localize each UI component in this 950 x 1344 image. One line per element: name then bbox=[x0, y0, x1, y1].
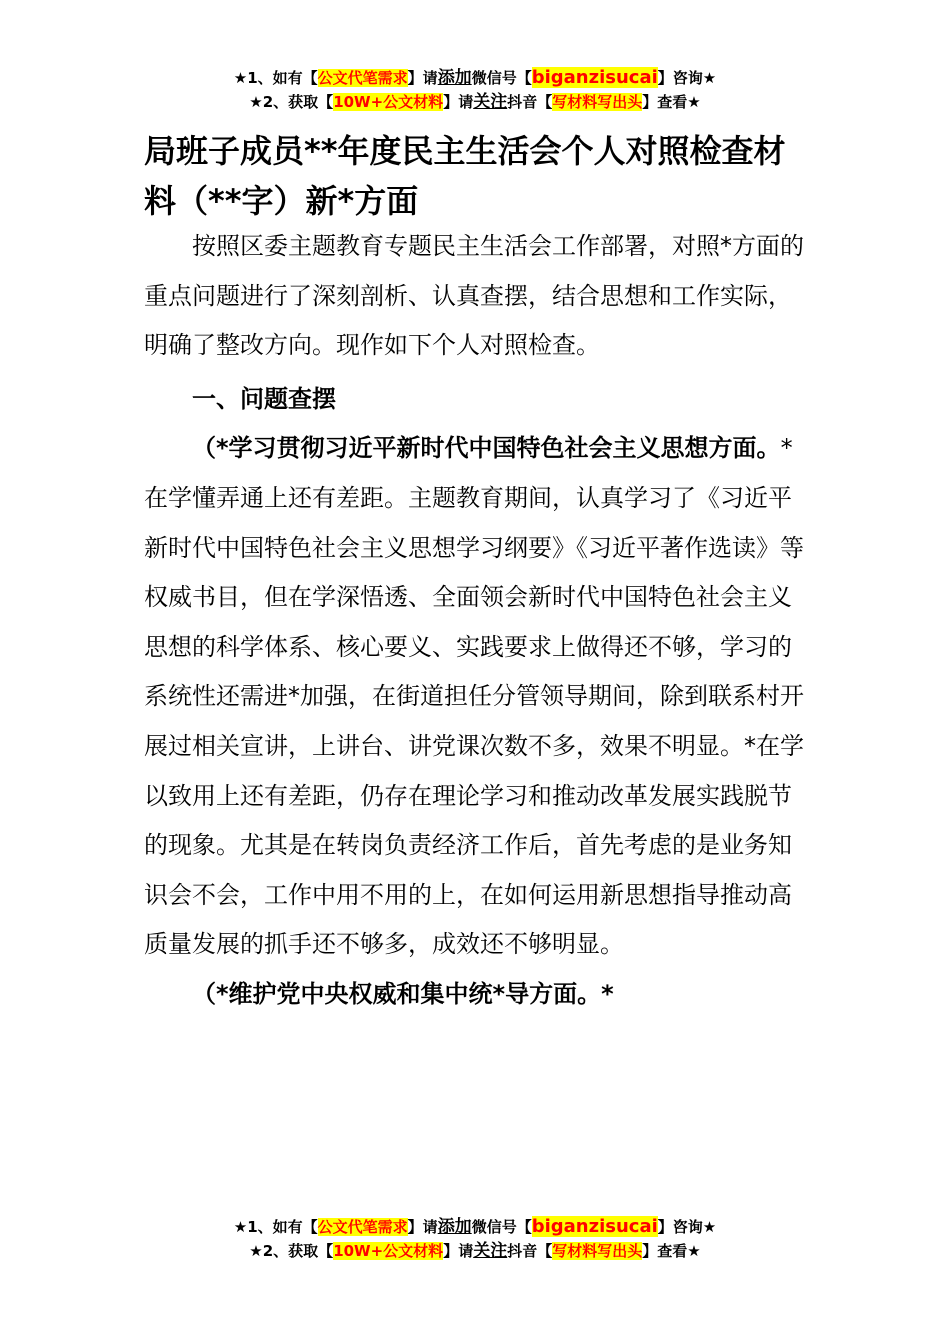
header-banner bbox=[0, 66, 950, 114]
item-2-heading: （*维护党中央权威和集中统*导方面。* bbox=[192, 979, 614, 1008]
banner-highlight: biganzisucai bbox=[531, 1216, 658, 1237]
banner-highlight: 写材料写出头 bbox=[552, 93, 643, 111]
banner-line-1 bbox=[0, 1215, 950, 1239]
banner-underline: 关注 bbox=[473, 92, 508, 112]
banner-text: 】咨询★ bbox=[657, 69, 717, 87]
item-1-text-1: *在学懂弄通上还有差距。主题教育期间，认真学习了《习近平新时代中国特色社会主义思想学习纲要》《习近平著作选读》等权威书目，但在学深悟透、全面领会新时代中国特色社会主义思想的科学体系、核心要义、实践要求上做得还不够，学习的系统性还需进*加强，在街道担任分管领导期间，除到联系村开展过相关宣讲，上讲台、讲党课次数不多，效果不明显。 bbox=[144, 434, 804, 760]
item-1-text-2: *在学以致用上还有差距，仍存在理论学习和推动改革发展实践脱节的现象。尤其是在转岗负责经济工作后，首先考虑的是业务知识会不会，工作中用不用的上，在如何运用新思想指导推动高质量发展的抓手还不够多，成效还不够明显。 bbox=[144, 731, 804, 959]
banner-text: ★2、获取【 bbox=[249, 93, 334, 111]
banner-underline: 添加 bbox=[437, 1217, 472, 1237]
banner-text: ★1、如有【 bbox=[233, 69, 318, 87]
banner-line-2 bbox=[0, 1239, 950, 1263]
item-1-paragraph bbox=[144, 424, 806, 970]
document-body bbox=[144, 222, 806, 1020]
banner-text: 微信号【 bbox=[471, 69, 532, 87]
banner-text: 】请 bbox=[443, 1242, 474, 1260]
banner-underline: 添加 bbox=[437, 68, 472, 88]
banner-underline: 关注 bbox=[473, 1241, 508, 1261]
banner-text: 】查看★ bbox=[642, 1242, 701, 1260]
banner-text: ★2、获取【 bbox=[249, 1242, 334, 1260]
banner-text: 】咨询★ bbox=[657, 1218, 717, 1236]
banner-line-2 bbox=[0, 90, 950, 114]
section-heading: 一、问题查摆 bbox=[192, 384, 336, 413]
banner-highlight: 10W+公文材料 bbox=[333, 1242, 444, 1260]
banner-highlight: biganzisucai bbox=[531, 67, 658, 88]
banner-highlight: 公文代笔需求 bbox=[317, 1218, 408, 1236]
banner-line-1 bbox=[0, 66, 950, 90]
banner-text: ★1、如有【 bbox=[233, 1218, 318, 1236]
item-1-heading: （*学习贯彻习近平新时代中国特色社会主义思想方面。 bbox=[192, 434, 781, 463]
banner-text: 】请 bbox=[443, 93, 474, 111]
intro-paragraph: 按照区委主题教育专题民主生活会工作部署，对照*方面的重点问题进行了深刻剖析、认真查摆，结合思想和工作实际，明确了整改方向。现作如下个人对照检查。 bbox=[144, 232, 804, 360]
banner-text: 】查看★ bbox=[642, 93, 701, 111]
banner-text: 】请 bbox=[407, 1218, 438, 1236]
banner-text: 】请 bbox=[407, 69, 438, 87]
banner-text: 微信号【 bbox=[471, 1218, 532, 1236]
document-title: 局班子成员**年度民主生活会个人对照检查材料（**字）新*方面 bbox=[144, 132, 786, 220]
footer-banner bbox=[0, 1215, 950, 1263]
banner-highlight: 写材料写出头 bbox=[552, 1242, 643, 1260]
banner-highlight: 公文代笔需求 bbox=[317, 69, 408, 87]
banner-text: 抖音【 bbox=[507, 1242, 553, 1260]
banner-text: 抖音【 bbox=[507, 93, 553, 111]
banner-highlight: 10W+公文材料 bbox=[333, 93, 444, 111]
